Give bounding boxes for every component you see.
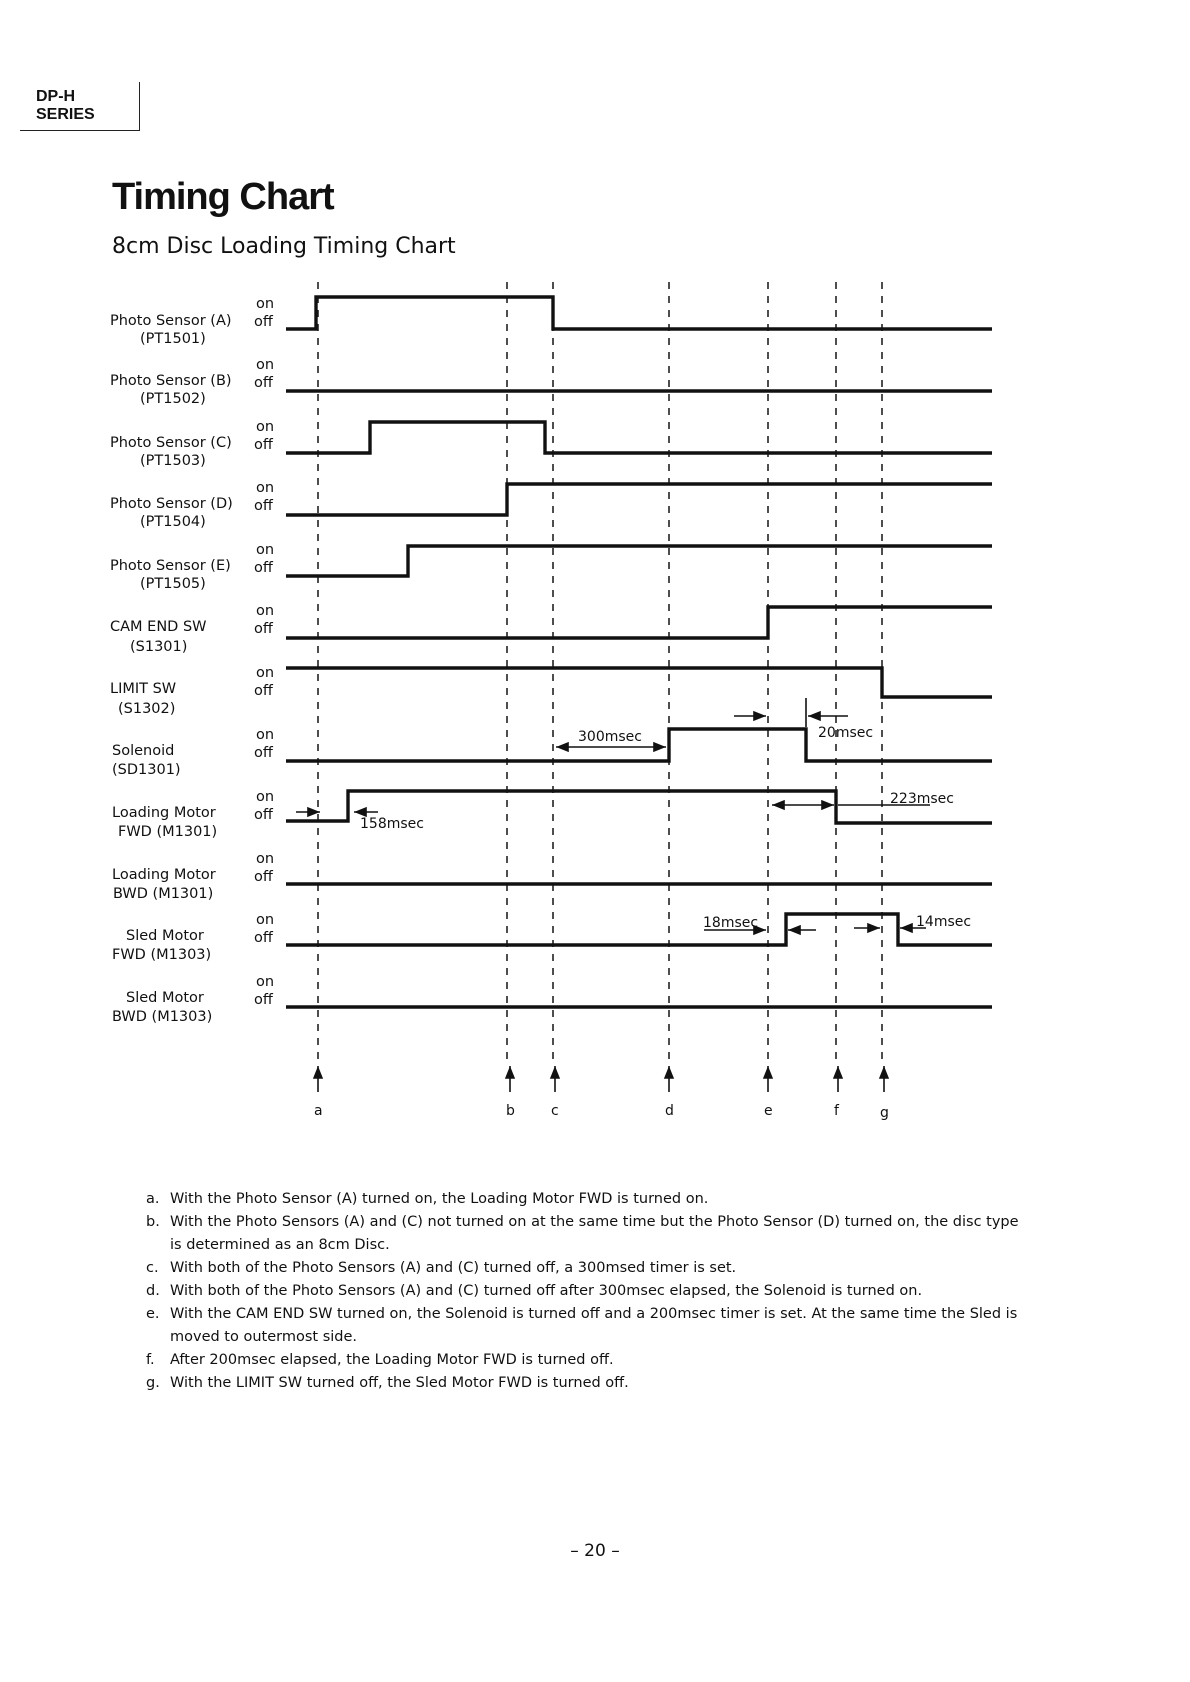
on-label: on [256,727,275,743]
signal-name: Loading Motor [112,805,216,821]
chart-subtitle: 8cm Disc Loading Timing Chart [112,234,456,259]
page-title: Timing Chart [112,176,334,218]
on-label: on [256,419,275,435]
signal-part: (SD1301) [112,762,181,778]
on-label: on [256,480,275,496]
note-item [146,1211,1026,1257]
note-letter: d. [146,1283,160,1299]
waveform-cam-end-sw [286,607,992,638]
page-number: – 20 – [570,1541,620,1561]
waveforms [286,297,992,1007]
signal-part: (PT1502) [140,391,206,407]
signal-part: BWD (M1301) [113,886,214,902]
marker-letter-g: g [880,1105,889,1121]
note-text: After 200msec elapsed, the Loading Motor FWD is turned off. [170,1352,614,1368]
note-text: With the Photo Sensors (A) and (C) not turned on at the same time but the Photo Sensor (D) turned on, the disc type is determined as an 8cm Disc. [170,1214,1019,1253]
signal-name: Photo Sensor (A) [110,313,232,329]
timing-annotation-labels [360,725,971,931]
on-label: on [256,789,275,805]
signal-part: (S1302) [118,701,176,717]
on-label: on [256,851,275,867]
off-label: off [254,314,273,330]
signal-part: FWD (M1303) [112,947,212,963]
signal-part: (PT1504) [140,514,206,530]
off-label: off [254,683,273,699]
marker-letter-c: c [551,1103,559,1119]
series-line-2: SERIES [36,106,95,123]
note-text: With the CAM END SW turned on, the Solenoid is turned off and a 200msec timer is set. At the same time the Sled is moved to outermost side. [170,1306,1018,1345]
marker-letter-a: a [314,1103,323,1119]
note-text: With the LIMIT SW turned off, the Sled Motor FWD is turned off. [170,1375,629,1391]
off-label: off [254,437,273,453]
signal-part: (PT1503) [140,453,206,469]
signal-labels [110,313,233,1025]
off-label: off [254,807,273,823]
event-marker-arrows [318,1066,884,1092]
signal-name: Photo Sensor (E) [110,558,231,574]
note-letter: c. [146,1260,159,1276]
signal-name: Loading Motor [112,867,216,883]
signal-part: (PT1501) [140,331,206,347]
signal-part: FWD (M1301) [118,824,218,840]
note-item [146,1349,1026,1372]
marker-letter-b: b [506,1103,515,1119]
series-line-1: DP-H [36,88,76,105]
note-item [146,1280,1026,1303]
note-item [146,1303,1026,1349]
note-text: With both of the Photo Sensors (A) and (C) turned off after 300msec elapsed, the Solenoid is turned on. [170,1283,923,1299]
marker-letter-d: d [665,1103,674,1119]
signal-part: (PT1505) [140,576,206,592]
note-letter: g. [146,1375,160,1391]
marker-letter-e: e [764,1103,773,1119]
marker-letter-f: f [834,1103,839,1119]
label-18msec: 18msec [703,915,759,931]
signal-name: Sled Motor [126,990,204,1006]
signal-name: Sled Motor [126,928,204,944]
note-item [146,1188,1026,1211]
signal-name: Photo Sensor (D) [110,496,233,512]
waveform-photo-sensor-c [286,422,992,453]
off-label: off [254,498,273,514]
on-label: on [256,603,275,619]
signal-part: BWD (M1303) [112,1009,213,1025]
off-label: off [254,560,273,576]
state-labels [254,296,274,1008]
off-label: off [254,869,273,885]
off-label: off [254,930,273,946]
waveform-photo-sensor-e [286,546,992,576]
on-label: on [256,357,275,373]
label-223msec: 223msec [890,791,954,807]
note-letter: b. [146,1214,160,1230]
notes-list [146,1188,1026,1395]
note-item [146,1257,1026,1280]
event-marker-letters [314,1103,889,1121]
waveform-limit-sw [286,668,992,697]
off-label: off [254,621,273,637]
signal-name: LIMIT SW [110,681,177,697]
note-letter: f. [146,1352,155,1368]
on-label: on [256,542,275,558]
note-item [146,1372,1026,1395]
waveform-sled-motor-fwd [286,914,992,945]
label-300msec: 300msec [578,729,642,745]
off-label: off [254,745,273,761]
label-14msec: 14msec [916,914,972,930]
on-label: on [256,665,275,681]
label-20msec: 20msec [818,725,874,741]
signal-name: Solenoid [112,743,175,759]
note-letter: a. [146,1191,160,1207]
waveform-photo-sensor-a [286,297,992,329]
signal-part: (S1301) [130,639,188,655]
on-label: on [256,296,275,312]
on-label: on [256,912,275,928]
signal-name: Photo Sensor (C) [110,435,232,451]
off-label: off [254,992,273,1008]
off-label: off [254,375,273,391]
note-text: With the Photo Sensor (A) turned on, the Loading Motor FWD is turned on. [170,1191,709,1207]
signal-name: CAM END SW [110,619,207,635]
waveform-photo-sensor-d [286,484,992,515]
note-text: With both of the Photo Sensors (A) and (C) turned off, a 300msed timer is set. [170,1260,737,1276]
on-label: on [256,974,275,990]
note-letter: e. [146,1306,160,1322]
label-158msec: 158msec [360,816,424,832]
signal-name: Photo Sensor (B) [110,373,232,389]
